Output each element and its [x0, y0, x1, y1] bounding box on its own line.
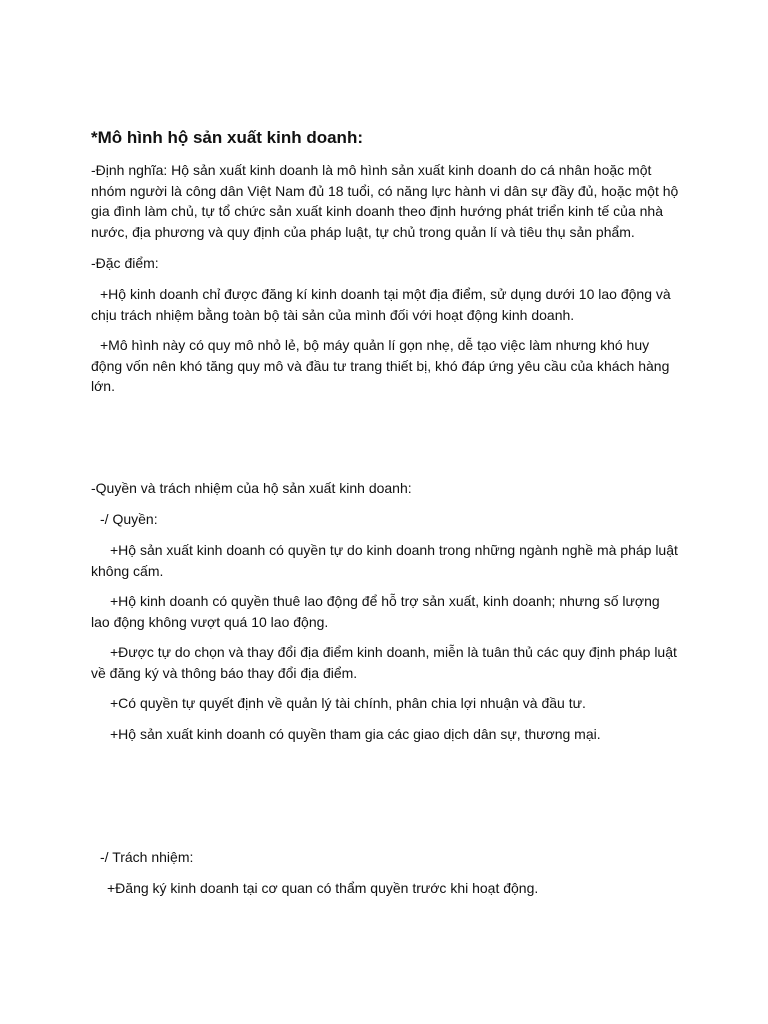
- rights-duties-heading: -Quyền và trách nhiệm của hộ sản xuất kinh doanh:: [91, 480, 412, 496]
- characteristics-heading: -Đặc điểm:: [91, 255, 159, 271]
- rights-item-2: +Hộ kinh doanh có quyền thuê lao động để hỗ trợ sản xuất, kinh doanh; nhưng số lượng lao động không vượt quá 10 lao động.: [91, 593, 664, 630]
- rights-item-3: +Được tự do chọn và thay đổi địa điểm kinh doanh, miễn là tuân thủ các quy định pháp luật về đăng ký và thông báo thay đổi địa điểm.: [91, 644, 681, 681]
- rights-heading: -/ Quyền:: [100, 511, 158, 527]
- duties-heading: -/ Trách nhiệm:: [100, 849, 194, 865]
- characteristic-item-1: +Hộ kinh doanh chỉ được đăng kí kinh doanh tại một địa điểm, sử dụng dưới 10 lao động và chịu trách nhiệm bằng toàn bộ tài sản của mình đối với hoạt động kinh doanh.: [91, 286, 675, 323]
- duties-item-1: +Đăng ký kinh doanh tại cơ quan có thẩm quyền trước khi hoạt động.: [107, 880, 539, 896]
- rights-item-1: +Hộ sản xuất kinh doanh có quyền tự do kinh doanh trong những ngành nghề mà pháp luật không cấm.: [91, 542, 682, 579]
- rights-item-5: +Hộ sản xuất kinh doanh có quyền tham gia các giao dịch dân sự, thương mại.: [110, 726, 601, 742]
- characteristic-item-2: +Mô hình này có quy mô nhỏ lẻ, bộ máy quản lí gọn nhẹ, dễ tạo việc làm nhưng khó huy động vốn nên khó tăng quy mô và đầu tư trang thiết bị, khó đáp ứng yêu cầu của khách hàng lớn.: [91, 337, 674, 394]
- rights-item-4: +Có quyền tự quyết định về quản lý tài chính, phân chia lợi nhuận và đầu tư.: [110, 695, 586, 711]
- definition-paragraph: -Định nghĩa: Hộ sản xuất kinh doanh là mô hình sản xuất kinh doanh do cá nhân hoặc một nhóm người là công dân Việt Nam đủ 18 tuổi, có năng lực hành vi dân sự đầy đủ, hoặc một hộ gia đình làm chủ, tự tổ chức sản xuất kinh doanh theo định hướng phát triển kinh tế của nhà nước, địa phương và quy định của pháp luật, tự chủ trong quản lí và tiêu thụ sản phẩm.: [91, 162, 683, 240]
- document-title: *Mô hình hộ sản xuất kinh doanh:: [91, 128, 363, 147]
